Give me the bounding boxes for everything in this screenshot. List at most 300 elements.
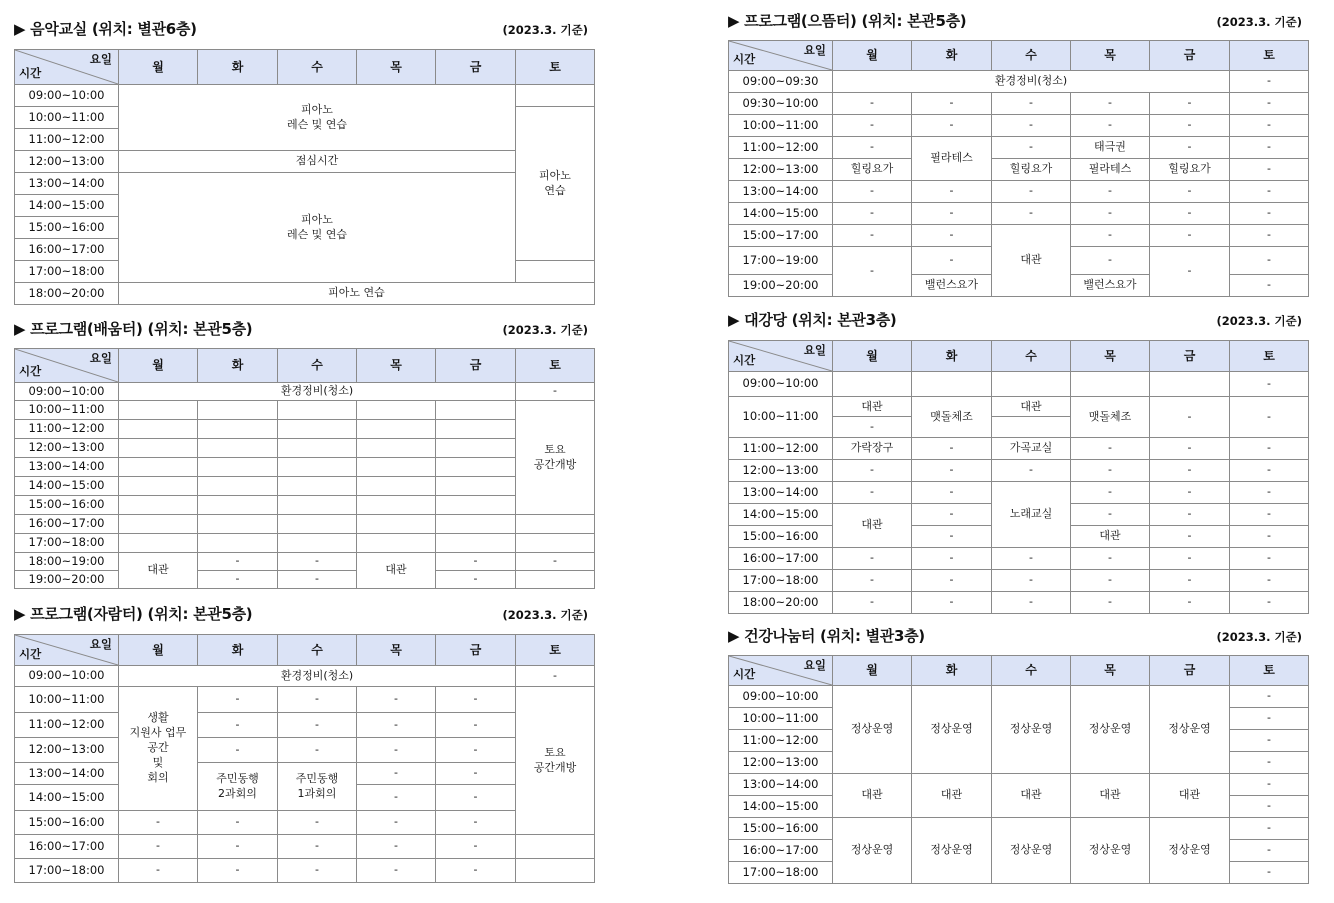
time-cell: 14:00~15:00	[729, 203, 833, 225]
day-header: 토	[1230, 41, 1309, 71]
normal-operation-cell: 정상운영	[1071, 686, 1150, 774]
dash-cell: -	[833, 482, 912, 504]
dash-cell: -	[833, 137, 912, 159]
dash-cell: -	[1071, 460, 1150, 482]
dash-cell: -	[1150, 526, 1230, 548]
lunch-cell: 점심시간	[119, 151, 516, 173]
day-header: 목	[357, 50, 436, 85]
time-cell: 13:00~14:00	[729, 181, 833, 203]
section-title: ▶ 음악교실 (위치: 별관6층)	[14, 20, 197, 38]
time-cell: 12:00~13:00	[729, 752, 833, 774]
dash-cell: -	[1230, 225, 1309, 247]
day-header: 화	[912, 656, 992, 686]
dash-cell: -	[436, 763, 516, 785]
time-cell: 18:00~19:00	[15, 553, 119, 571]
rental-cell: 대관	[1071, 774, 1150, 818]
day-header: 토	[1230, 656, 1309, 686]
dash-cell: -	[198, 811, 278, 835]
meeting-cell: 주민동행 2과회의	[198, 763, 278, 811]
dash-cell: -	[912, 225, 992, 247]
dash-cell: -	[436, 687, 516, 713]
time-cell: 17:00~19:00	[729, 247, 833, 275]
time-cell: 09:00~10:00	[15, 666, 119, 687]
day-header: 화	[912, 341, 992, 372]
dash-cell: -	[1230, 181, 1309, 203]
dash-cell: -	[992, 93, 1071, 115]
time-cell: 11:00~12:00	[15, 713, 119, 738]
dash-cell: -	[1230, 397, 1309, 438]
dash-cell: -	[436, 835, 516, 859]
dash-cell: -	[912, 181, 992, 203]
dash-cell: -	[833, 570, 912, 592]
dash-cell: -	[1150, 592, 1230, 614]
time-cell: 19:00~20:00	[15, 571, 119, 589]
dash-cell: -	[1071, 247, 1150, 275]
dash-cell: -	[436, 811, 516, 835]
dash-cell: -	[992, 570, 1071, 592]
time-cell: 12:00~13:00	[729, 460, 833, 482]
time-cell: 14:00~15:00	[15, 477, 119, 496]
normal-operation-cell: 정상운영	[1071, 818, 1150, 884]
dash-cell: -	[833, 247, 912, 297]
day-header: 토	[1230, 341, 1309, 372]
dash-cell: -	[833, 225, 912, 247]
baeum-section	[14, 318, 594, 586]
corner-header: 요일 시간	[15, 635, 119, 666]
dash-cell: -	[1150, 181, 1230, 203]
time-cell: 15:00~16:00	[15, 811, 119, 835]
corner-header: 요일 시간	[15, 349, 119, 383]
time-cell: 10:00~11:00	[15, 687, 119, 713]
dash-cell: -	[436, 785, 516, 811]
day-header: 화	[198, 635, 278, 666]
piano-lesson-cell: 피아노 레슨 및 연습	[119, 85, 516, 151]
dash-cell: -	[1230, 526, 1309, 548]
dash-cell: -	[1230, 818, 1309, 840]
cleaning-cell: 환경정비(청소)	[833, 71, 1230, 93]
rental-cell: 대관	[992, 225, 1071, 297]
dash-cell: -	[1150, 460, 1230, 482]
schedule-table	[14, 634, 595, 883]
dash-cell: -	[1071, 203, 1150, 225]
maetdol-cell: 맷돌체조	[1071, 397, 1150, 438]
day-header: 월	[833, 656, 912, 686]
day-header: 금	[1150, 41, 1230, 71]
dash-cell: -	[1071, 504, 1150, 526]
dash-cell: -	[912, 438, 992, 460]
dash-cell: -	[436, 738, 516, 763]
dash-cell: -	[912, 247, 992, 275]
dash-cell: -	[278, 738, 357, 763]
jaram-section	[14, 603, 594, 877]
dash-cell: -	[912, 93, 992, 115]
dash-cell: -	[912, 482, 992, 504]
piano-practice-cell: 피아노 연습	[119, 283, 595, 305]
dash-cell: -	[912, 203, 992, 225]
dash-cell: -	[992, 548, 1071, 570]
dash-cell: -	[1071, 225, 1150, 247]
day-header: 금	[1150, 656, 1230, 686]
time-cell: 15:00~16:00	[729, 526, 833, 548]
dash-cell: -	[119, 835, 198, 859]
balance-yoga-cell: 밸런스요가	[912, 275, 992, 297]
dash-cell: -	[912, 548, 992, 570]
dash-cell: -	[1230, 71, 1309, 93]
time-cell: 13:00~14:00	[15, 173, 119, 195]
day-header: 월	[119, 50, 198, 85]
corner-header: 요일 시간	[15, 50, 119, 85]
day-header: 목	[357, 635, 436, 666]
time-cell: 17:00~18:00	[729, 862, 833, 884]
time-cell: 11:00~12:00	[15, 129, 119, 151]
rental-cell: 대관	[1071, 526, 1150, 548]
dash-cell: -	[198, 859, 278, 883]
day-header: 수	[278, 635, 357, 666]
time-cell: 11:00~12:00	[729, 438, 833, 460]
section-date: (2023.3. 기준)	[1216, 630, 1302, 644]
dash-cell: -	[1230, 862, 1309, 884]
day-header: 목	[1071, 656, 1150, 686]
time-cell: 17:00~18:00	[15, 534, 119, 553]
music-room-section	[14, 18, 594, 300]
auditorium-section	[728, 309, 1308, 609]
normal-operation-cell: 정상운영	[1150, 686, 1230, 774]
rental-cell: 대관	[357, 553, 436, 589]
rental-cell: 대관	[119, 553, 198, 589]
time-cell: 18:00~20:00	[15, 283, 119, 305]
section-title: ▶ 건강나눔터 (위치: 별관3층)	[728, 627, 925, 645]
cleaning-cell: 환경정비(청소)	[119, 666, 516, 687]
dash-cell: -	[357, 763, 436, 785]
dash-cell: -	[278, 811, 357, 835]
dash-cell: -	[833, 460, 912, 482]
dash-cell: -	[1150, 115, 1230, 137]
dash-cell: -	[278, 713, 357, 738]
dash-cell: -	[1230, 482, 1309, 504]
dash-cell: -	[198, 713, 278, 738]
dash-cell: -	[1071, 115, 1150, 137]
dash-cell: -	[1071, 93, 1150, 115]
time-cell: 09:30~10:00	[729, 93, 833, 115]
time-cell: 17:00~18:00	[15, 261, 119, 283]
dash-cell: -	[1230, 159, 1309, 181]
yoga-cell: 힐링요가	[992, 159, 1071, 181]
day-header: 토	[516, 349, 595, 383]
dash-cell: -	[357, 738, 436, 763]
dash-cell: -	[1230, 247, 1309, 275]
dash-cell: -	[833, 181, 912, 203]
time-cell: 13:00~14:00	[729, 774, 833, 796]
time-cell: 14:00~15:00	[15, 195, 119, 217]
dash-cell: -	[1071, 548, 1150, 570]
time-cell: 17:00~18:00	[15, 859, 119, 883]
corner-header: 요일 시간	[729, 341, 833, 372]
dash-cell: -	[912, 570, 992, 592]
gagok-cell: 가곡교실	[992, 438, 1071, 460]
time-cell: 09:00~10:00	[15, 383, 119, 401]
time-cell: 14:00~15:00	[15, 785, 119, 811]
time-cell: 14:00~15:00	[729, 504, 833, 526]
time-cell: 18:00~20:00	[729, 592, 833, 614]
dash-cell: -	[912, 460, 992, 482]
dash-cell: -	[1150, 548, 1230, 570]
dash-cell: -	[1150, 225, 1230, 247]
dash-cell: -	[516, 553, 595, 571]
normal-operation-cell: 정상운영	[833, 686, 912, 774]
time-cell: 16:00~17:00	[729, 840, 833, 862]
dash-cell: -	[992, 181, 1071, 203]
balance-yoga-cell: 밸런스요가	[1071, 275, 1150, 297]
pilates-cell: 필라테스	[912, 137, 992, 181]
normal-operation-cell: 정상운영	[1150, 818, 1230, 884]
eutteum-section	[728, 10, 1308, 292]
time-cell: 13:00~14:00	[729, 482, 833, 504]
dash-cell: -	[1230, 730, 1309, 752]
cleaning-cell: 환경정비(청소)	[119, 383, 516, 401]
time-cell: 13:00~14:00	[15, 458, 119, 477]
rental-cell: 대관	[992, 397, 1071, 438]
time-cell: 09:00~10:00	[15, 85, 119, 107]
dash-cell: -	[278, 553, 357, 571]
time-cell: 16:00~17:00	[15, 835, 119, 859]
schedule-table	[728, 340, 1309, 614]
dash-cell: -	[992, 203, 1071, 225]
dash-cell: -	[357, 713, 436, 738]
day-header: 토	[516, 50, 595, 85]
dash-cell: -	[1230, 438, 1309, 460]
day-header: 목	[357, 349, 436, 383]
schedule-table	[14, 348, 595, 589]
day-header: 금	[1150, 341, 1230, 372]
pilates-cell: 필라테스	[1071, 159, 1150, 181]
dash-cell: -	[992, 592, 1071, 614]
dash-cell: -	[516, 666, 595, 687]
dash-cell: -	[912, 526, 992, 548]
dash-cell: -	[1150, 137, 1230, 159]
dash-cell: -	[833, 93, 912, 115]
dash-cell: -	[198, 553, 278, 571]
dash-cell: -	[992, 115, 1071, 137]
dash-cell: -	[436, 571, 516, 589]
dash-cell: -	[1150, 203, 1230, 225]
normal-operation-cell: 정상운영	[912, 818, 992, 884]
section-title: ▶ 프로그램(자람터) (위치: 본관5층)	[14, 605, 253, 623]
day-header: 금	[436, 635, 516, 666]
sat-piano-cell: 피아노 연습	[516, 107, 595, 261]
time-cell: 12:00~13:00	[729, 159, 833, 181]
normal-operation-cell: 정상운영	[912, 686, 992, 774]
sat-open-cell: 토요 공간개방	[516, 401, 595, 515]
dash-cell: -	[1150, 504, 1230, 526]
dash-cell: -	[1230, 686, 1309, 708]
day-header: 화	[198, 50, 278, 85]
dash-cell: -	[1150, 247, 1230, 297]
dash-cell: -	[1230, 774, 1309, 796]
dash-cell: -	[1230, 203, 1309, 225]
dash-cell: -	[198, 687, 278, 713]
dash-cell: -	[912, 592, 992, 614]
dash-cell: -	[992, 137, 1071, 159]
rental-cell: 대관	[912, 774, 992, 818]
dash-cell: -	[833, 115, 912, 137]
time-cell: 12:00~13:00	[15, 151, 119, 173]
janggu-cell: 가락장구	[833, 438, 912, 460]
time-cell: 10:00~11:00	[729, 115, 833, 137]
time-cell: 16:00~17:00	[15, 239, 119, 261]
corner-header: 요일 시간	[729, 41, 833, 71]
section-date: (2023.3. 기준)	[502, 323, 588, 337]
section-date: (2023.3. 기준)	[502, 608, 588, 622]
health-section	[728, 625, 1308, 879]
dash-cell: -	[119, 811, 198, 835]
day-header: 화	[912, 41, 992, 71]
dash-cell: -	[1150, 482, 1230, 504]
section-title: ▶ 프로그램(으뜸터) (위치: 본관5층)	[728, 12, 967, 30]
dash-cell: -	[912, 504, 992, 526]
time-cell: 16:00~17:00	[15, 515, 119, 534]
normal-operation-cell: 정상운영	[992, 686, 1071, 774]
dash-cell: -	[357, 859, 436, 883]
yoga-cell: 힐링요가	[1150, 159, 1230, 181]
piano-lesson-cell: 피아노 레슨 및 연습	[119, 173, 516, 283]
day-header: 월	[119, 349, 198, 383]
dash-cell: -	[1230, 504, 1309, 526]
dash-cell: -	[1150, 397, 1230, 438]
yoga-cell: 힐링요가	[833, 159, 912, 181]
day-header: 월	[833, 341, 912, 372]
section-date: (2023.3. 기준)	[1216, 15, 1302, 29]
day-header: 목	[1071, 41, 1150, 71]
maetdol-cell: 맷돌체조	[912, 397, 992, 438]
dash-cell: -	[1230, 840, 1309, 862]
schedule-table	[14, 49, 595, 305]
dash-cell: -	[1230, 275, 1309, 297]
time-cell: 11:00~12:00	[729, 137, 833, 159]
schedule-table	[728, 655, 1309, 884]
dash-cell: -	[357, 687, 436, 713]
section-title: ▶ 프로그램(배움터) (위치: 본관5층)	[14, 320, 253, 338]
dash-cell: -	[1230, 93, 1309, 115]
time-cell: 09:00~10:00	[729, 686, 833, 708]
day-header: 금	[436, 50, 516, 85]
dash-cell: -	[1230, 592, 1309, 614]
time-cell: 15:00~16:00	[15, 496, 119, 515]
dash-cell: -	[833, 548, 912, 570]
time-cell: 11:00~12:00	[729, 730, 833, 752]
dash-cell: -	[198, 571, 278, 589]
dash-cell: -	[1071, 592, 1150, 614]
dash-cell: -	[1230, 796, 1309, 818]
section-date: (2023.3. 기준)	[502, 23, 588, 37]
day-header: 수	[278, 349, 357, 383]
dash-cell: -	[357, 785, 436, 811]
time-cell: 17:00~18:00	[729, 570, 833, 592]
schedule-table	[728, 40, 1309, 297]
time-cell: 10:00~11:00	[729, 708, 833, 730]
corner-header: 요일 시간	[729, 656, 833, 686]
sat-open-cell: 토요 공간개방	[516, 687, 595, 835]
time-cell: 12:00~13:00	[15, 738, 119, 763]
day-header: 수	[278, 50, 357, 85]
time-cell: 11:00~12:00	[15, 420, 119, 439]
dash-cell: -	[1230, 708, 1309, 730]
dash-cell: -	[278, 571, 357, 589]
time-cell: 19:00~20:00	[729, 275, 833, 297]
dash-cell: -	[436, 553, 516, 571]
meeting-cell: 주민동행 1과회의	[278, 763, 357, 811]
normal-operation-cell: 정상운영	[992, 818, 1071, 884]
dash-cell: -	[198, 835, 278, 859]
empty-cell	[516, 85, 595, 107]
time-cell: 10:00~11:00	[729, 397, 833, 438]
dash-cell: -	[1230, 548, 1309, 570]
normal-operation-cell: 정상운영	[833, 818, 912, 884]
dash-cell: -	[278, 687, 357, 713]
day-header: 월	[119, 635, 198, 666]
time-cell: 12:00~13:00	[15, 439, 119, 458]
day-header: 월	[833, 41, 912, 71]
day-header: 금	[436, 349, 516, 383]
rental-cell: 대관	[992, 774, 1071, 818]
song-class-cell: 노래교실	[992, 482, 1071, 548]
time-cell: 09:00~09:30	[729, 71, 833, 93]
dash-cell: -	[1230, 570, 1309, 592]
dash-cell: -	[516, 383, 595, 401]
dash-cell: -	[1230, 752, 1309, 774]
dash-cell: -	[1071, 482, 1150, 504]
dash-cell: -	[1150, 570, 1230, 592]
time-cell: 15:00~16:00	[15, 217, 119, 239]
dash-cell: -	[833, 592, 912, 614]
dash-cell: -	[1230, 115, 1309, 137]
empty-cell	[516, 261, 595, 283]
day-header: 수	[992, 656, 1071, 686]
dash-cell: -	[1230, 460, 1309, 482]
dash-cell: -	[278, 859, 357, 883]
day-header: 수	[992, 341, 1071, 372]
rental-cell: 대관	[833, 774, 912, 818]
time-cell: 16:00~17:00	[729, 548, 833, 570]
dash-cell: -	[1071, 181, 1150, 203]
day-header: 목	[1071, 341, 1150, 372]
section-title: ▶ 대강당 (위치: 본관3층)	[728, 311, 897, 329]
time-cell: 15:00~17:00	[729, 225, 833, 247]
dash-cell: -	[833, 203, 912, 225]
day-header: 토	[516, 635, 595, 666]
time-cell: 10:00~11:00	[15, 401, 119, 420]
dash-cell: -	[357, 811, 436, 835]
dash-cell: -	[1230, 137, 1309, 159]
rental-cell: 대관	[833, 504, 912, 548]
day-header: 화	[198, 349, 278, 383]
dash-cell: -	[436, 859, 516, 883]
dash-cell: -	[1150, 438, 1230, 460]
dash-cell: -	[357, 835, 436, 859]
dash-cell: -	[119, 859, 198, 883]
dash-cell: -	[912, 115, 992, 137]
rental-cell: 대관	[1150, 774, 1230, 818]
time-cell: 09:00~10:00	[729, 372, 833, 397]
dash-cell: -	[278, 835, 357, 859]
time-cell: 14:00~15:00	[729, 796, 833, 818]
dash-cell: -	[1071, 438, 1150, 460]
office-block-cell: 생활 지원사 업무 공간 및 회의	[119, 687, 198, 811]
time-cell: 13:00~14:00	[15, 763, 119, 785]
day-header: 수	[992, 41, 1071, 71]
dash-cell: -	[1150, 93, 1230, 115]
time-cell: 10:00~11:00	[15, 107, 119, 129]
dash-cell: -	[436, 713, 516, 738]
